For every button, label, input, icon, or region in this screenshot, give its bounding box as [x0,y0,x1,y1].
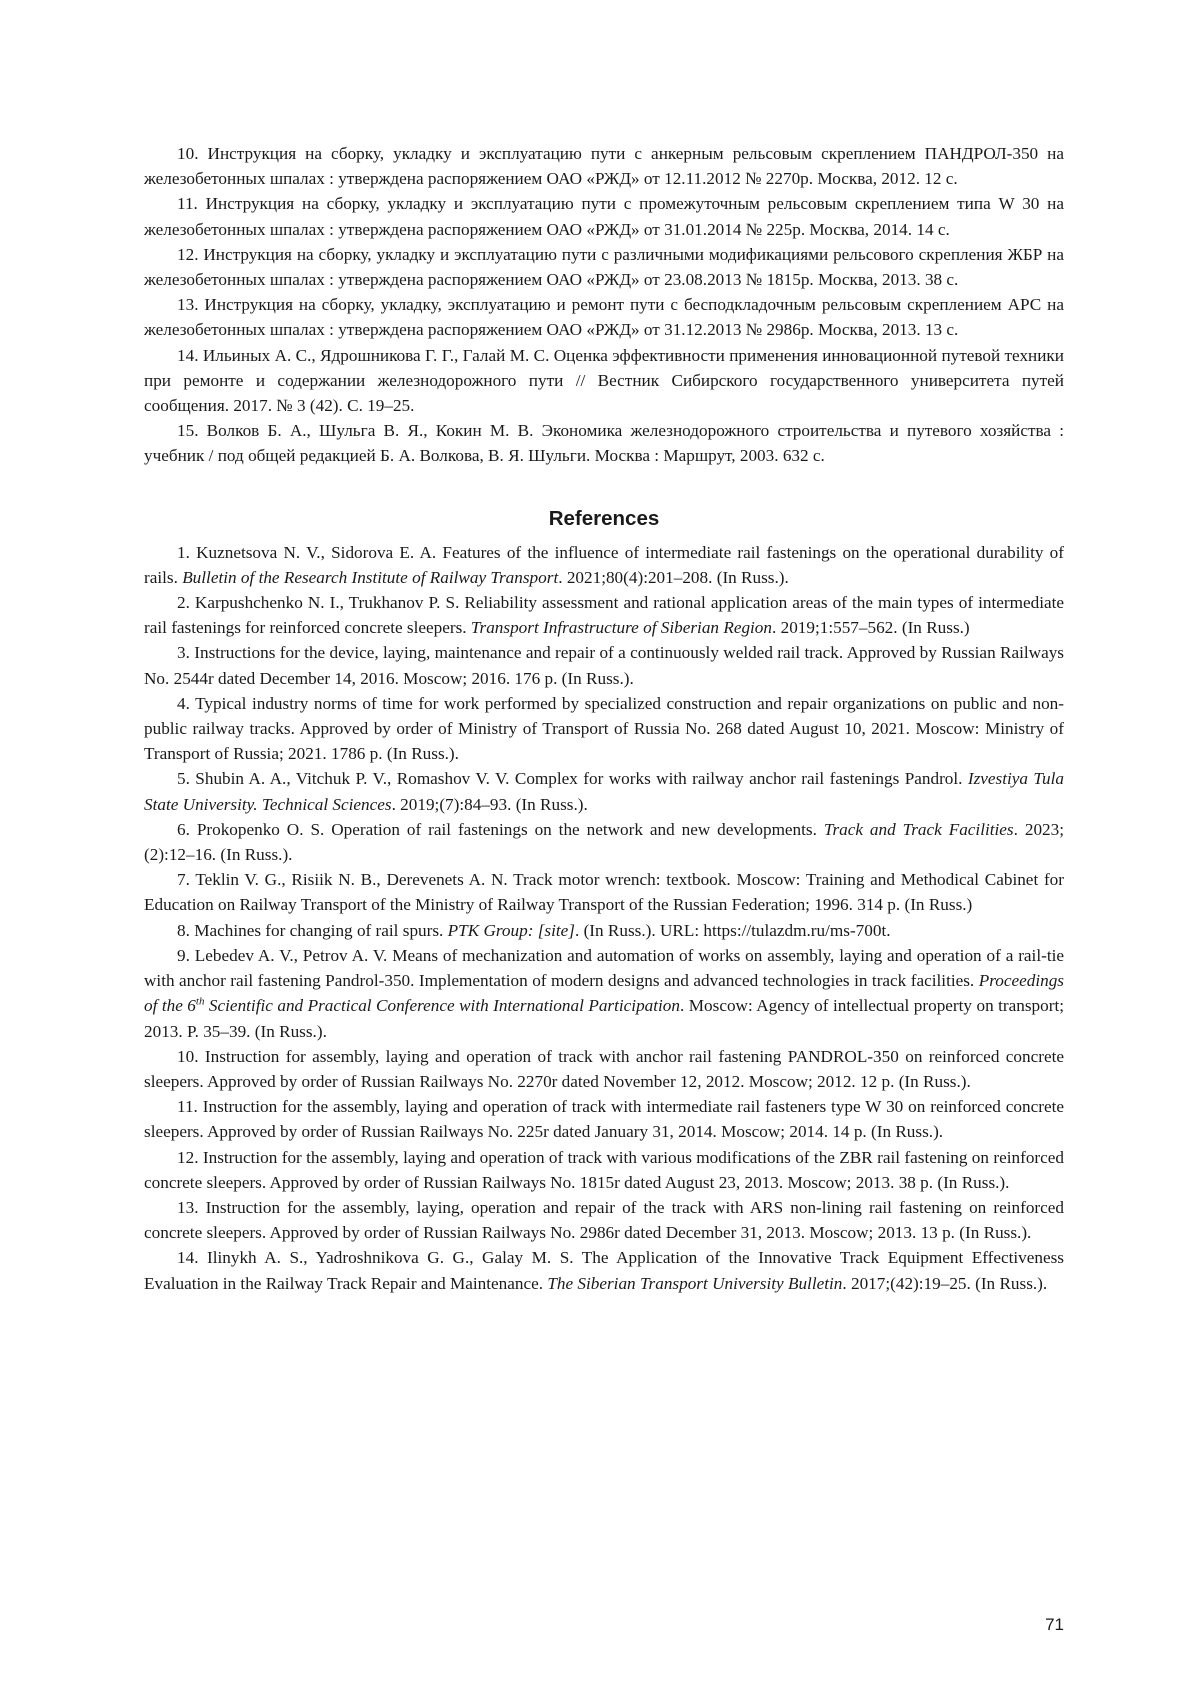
reference-item [144,1044,1064,1094]
russian-reference-item: 14. Ильиных А. С., Ядрошникова Г. Г., Галай М. С. Оценка эффективности применения инновационной путевой техники при ремонте и содержании железнодорожного пути // Вестник Сибирского государственного университета путей сообщения. 2017. № 3 (42). С. 19–25. [144,345,1064,416]
page-number: 71 [1045,1615,1064,1634]
journal-title: Scientific and Practical Conference with International Participation [204,996,680,1016]
english-reference-list [144,540,1064,1296]
reference-item [144,540,1064,590]
reference-text: . (In Russ.). URL: https://tulazdm.ru/ms-700t. [574,920,891,940]
russian-reference-item: 12. Инструкция на сборку, укладку и эксплуатацию пути с различными модификациями рельсового скрепления ЖБР на железобетонных шпалах : утверждена распоряжением ОАО «РЖД» от 23.08.2013 № 1815р. Москва, 2013. 38 с. [144,244,1064,290]
reference-item [144,817,1064,867]
reference-text: . 2017;(42):19–25. (In Russ.). [842,1273,1048,1293]
reference-text: 13. Instruction for the assembly, laying, operation and repair of the track with ARS non-lining rail fastening on reinforced concrete sleepers. Approved by order of Russian Railways No. 2986r dated December 31, 2013. Moscow; 2013. 13 p. (In Russ.). [144,1197,1064,1243]
russian-reference-list [144,141,1064,469]
reference-item [144,691,1064,767]
reference-text: . 2023;(2):12–16. (In Russ.). [144,819,1064,865]
journal-title: Bulletin of the Research Institute of Railway Transport [182,567,559,587]
reference-item [144,1094,1064,1144]
reference-text: 6. Prokopenko O. S. Operation of rail fastenings on the network and new developments. [177,819,824,839]
reference-item [144,943,1064,1044]
russian-reference-item: 10. Инструкция на сборку, укладку и эксплуатацию пути с анкерным рельсовым скреплением ПАНДРОЛ-350 на железобетонных шпалах : утверждена распоряжением ОАО «РЖД» от 12.11.2012 № 2270р. Москва, 2012. 12 с. [144,144,1064,189]
reference-item [144,766,1064,816]
reference-item [144,918,1064,943]
reference-text: . 2019;(7):84–93. (In Russ.). [391,794,588,814]
reference-item [144,1195,1064,1245]
reference-text: 7. Teklin V. G., Risiik N. B., Derevenets A. N. Track motor wrench: textbook. Moscow: Training and Methodical Cabinet for Education on Railway Transport of the Ministry of Railway Transport of the Russian Federation; 1996. 314 p. (In Russ.) [144,870,1064,915]
journal-title: Transport Infrastructure of Siberian Region [470,618,772,638]
russian-reference-item: 11. Инструкция на сборку, укладку и эксплуатацию пути с промежуточным рельсовым скреплением типа W 30 на железобетонных шпалах : утверждена распоряжением ОАО «РЖД» от 31.01.2014 № 225р. Москва, 2014. 14 с. [144,194,1064,239]
reference-text: 12. Instruction for the assembly, laying and operation of track with various modifications of the ZBR rail fastening on reinforced concrete sleepers. Approved by order of Russian Railways No. 1815r dated August 23, 2013. Moscow; 2013. 38 p. (In Russ.). [144,1147,1064,1192]
reference-text: . Moscow: Agency of intellectual property on transport; 2013. P. 35–39. (In Russ.). [144,996,1065,1041]
reference-text: 8. Machines for changing of rail spurs. [177,920,448,940]
russian-reference-item: 13. Инструкция на сборку, укладку, эксплуатацию и ремонт пути с бесподкладочным рельсовым скреплением АРС на железобетонных шпалах : утверждена распоряжением ОАО «РЖД» от 31.12.2013 № 2986р. Москва, 2013. 13 с. [144,295,1064,340]
reference-text: . 2019;1:557–562. (In Russ.) [772,618,970,638]
superscript: th [195,995,205,1008]
reference-item [144,867,1064,917]
journal-title: The Siberian Transport University Bulletin [547,1273,843,1293]
reference-item [144,1245,1064,1295]
reference-text: 10. Instruction for assembly, laying and operation of track with anchor rail fastening PANDROL-350 on reinforced concrete sleepers. Approved by order of Russian Railways No. 2270r dated November 12, 2012. Moscow; 2012. 12 p. (In Russ.). [144,1046,1064,1091]
reference-item [144,1145,1064,1195]
reference-text: 14. Ilinykh A. S., Yadroshnikova G. G., Galay M. S. The Application of the Innovative Track Equipment Effectiveness Evaluation in the Railway Track Repair and Maintenance. [144,1248,1064,1293]
reference-text: 5. Shubin A. A., Vitchuk P. V., Romashov V. V. Complex for works with railway anchor rail fastenings Pandrol. [177,769,968,789]
reference-text: 1. Kuznetsova N. V., Sidorova E. A. Features of the influence of intermediate rail fastenings on the operational durability of rails. [144,542,1064,587]
journal-title: Track and Track Facilities [823,819,1014,839]
journal-title: Izvestiya Tula State University. Technical Sciences [144,769,1064,814]
russian-reference-item: 15. Волков Б. А., Шульга В. Я., Кокин М. В. Экономика железнодорожного строительства и путевого хозяйства : учебник / под общей редакцией Б. А. Волкова, В. Я. Шульги. Москва : Маршрут, 2003. 632 с. [144,421,1064,466]
reference-item [144,590,1064,640]
reference-text: 4. Typical industry norms of time for work performed by specialized construction and repair organizations on public and non-public railway tracks. Approved by order of Ministry of Transport of Russia No. 268 dated August 10, 2021. Moscow: Ministry of Transport of Russia; 2021. 1786 p. (In Russ.). [144,693,1064,764]
page-content [144,141,1064,1296]
reference-text: . 2021;80(4):201–208. (In Russ.). [558,567,789,587]
journal-title: PTK Group: [site] [447,920,575,940]
reference-item [144,640,1064,690]
reference-text: 3. Instructions for the device, laying, maintenance and repair of a continuously welded rail track. Approved by Russian Railways No. 2544r dated December 14, 2016. Moscow; 2016. 176 p. (In Russ.). [144,643,1064,688]
reference-text: 11. Instruction for the assembly, laying and operation of track with intermediate rail fasteners type W 30 on reinforced concrete sleepers. Approved by order of Russian Railways No. 225r dated January 31, 2014. Moscow; 2014. 14 p. (In Russ.). [144,1097,1064,1142]
reference-text: 2. Karpushchenko N. I., Trukhanov P. S. Reliability assessment and rational application areas of the main types of intermediate rail fastenings for reinforced concrete sleepers. [144,593,1064,638]
reference-text: 9. Lebedev A. V., Petrov A. V. Means of mechanization and automation of works on assembly, laying and operation of a rail-tie with anchor rail fastening Pandrol-350. Implementation of modern designs and advanced technologies in track facilities. [144,945,1064,991]
journal-title: Proceedings of the 6 [144,971,1064,1016]
references-heading: References [548,506,660,530]
